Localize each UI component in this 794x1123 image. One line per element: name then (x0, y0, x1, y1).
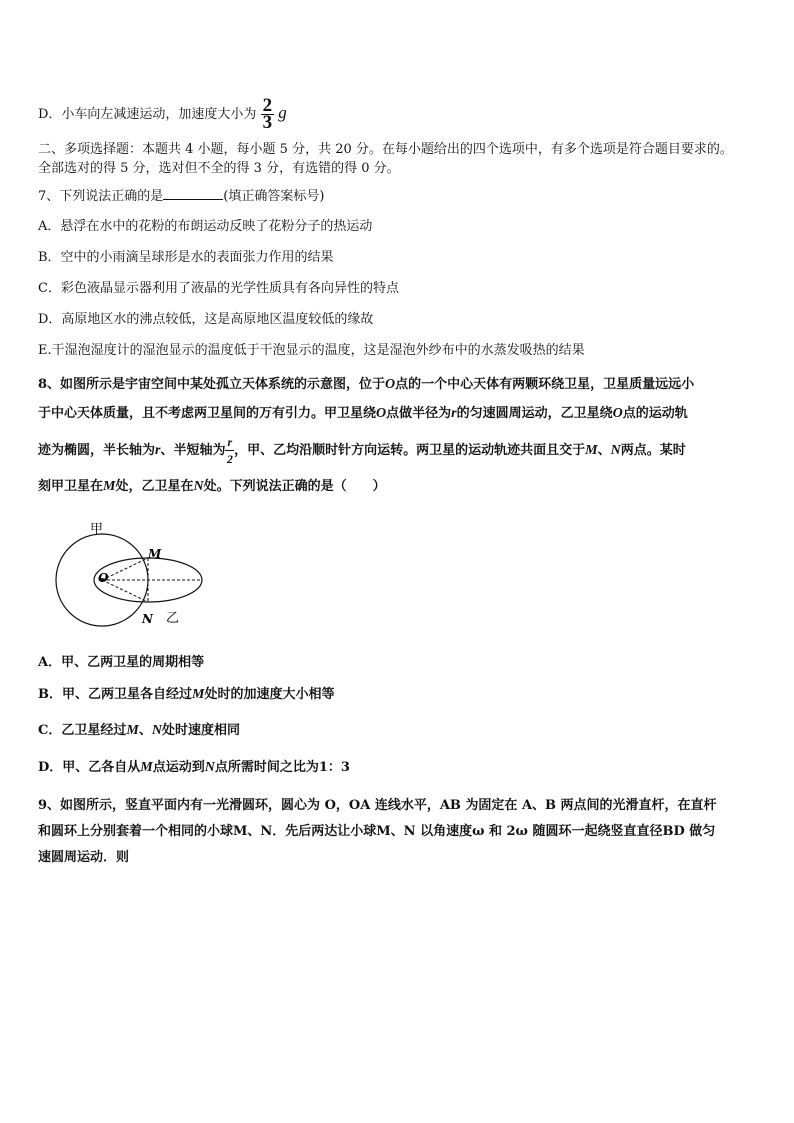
label-o: O (98, 571, 109, 585)
option-text: D．小车向左减速运动，加速度大小为 (38, 107, 257, 122)
q8-stem-line4: 刻甲卫星在M处，乙卫星在N处。下列说法正确的是（ ） (38, 479, 386, 494)
q8-option-d: D．甲、乙各自从M点运动到N点所需时间之比为1：3 (38, 760, 350, 775)
q7-stem: 7、下列说法正确的是 (填正确答案标号) (38, 189, 325, 204)
label-m: M (148, 547, 162, 561)
q7-option-b: B．空中的小雨滴呈球形是水的表面张力作用的结果 (38, 250, 334, 265)
q7-option-c: C．彩色液晶显示器利用了液晶的光学性质具有各向异性的特点 (38, 281, 399, 296)
label-yi: 乙 (166, 611, 180, 626)
q7-option-a: A．悬浮在水中的花粉的布朗运动反映了花粉分子的热运动 (38, 219, 373, 234)
q8-option-c: C．乙卫星经过M、N处时速度相同 (38, 723, 240, 738)
fraction: $\frac{2}{3}$ (262, 95, 273, 133)
q8-stem-line1: 8、如图所示是宇宙空间中某处孤立天体系统的示意图，位于O点的一个中心天体有两颗环绕卫星，卫星质量远远小 (38, 377, 695, 392)
variable-g: g (278, 103, 287, 122)
q7-option-d: D．高原地区水的沸点较低，这是高原地区温度较低的缘故 (38, 312, 374, 327)
q8-option-b: B．甲、乙两卫星各自经过M处时的加速度大小相等 (38, 687, 335, 702)
section-header-line1: 二、多项选择题：本题共 4 小题，每小题 5 分，共 20 分。在每小题给出的四个选项中，有多个选项是符合题目要求的。 (38, 142, 733, 157)
label-n: N (142, 612, 153, 626)
section-header-line2: 全部选对的得 5 分，选对但不全的得 3 分，有选错的得 0 分。 (38, 161, 400, 176)
q9-stem-line2: 和圆环上分别套着一个相同的小球M、N．先后两达让小球M、N 以角速度ω 和 2ω 随圆环一起绕竖直直径BD 做匀 (38, 824, 716, 839)
fraction-r-over-2: $\frac{r}{2}$ (226, 435, 233, 466)
q7-option-e: E.干湿泡湿度计的湿泡显示的温度低于干泡显示的温度，这是湿泡外纱布中的水蒸发吸热的结果 (38, 343, 585, 358)
q8-stem-line3: 迹为椭圆，半长轴为r、半短轴为 $\frac{r}{2}$ ，甲、乙均沿顺时针方向运转。两卫星的运动轨迹共面且交于M、N两点。某时 (38, 435, 686, 466)
q8-stem-line2: 于中心天体质量，且不考虑两卫星间的万有引力。甲卫星绕O点做半径为r的匀速圆周运动，乙卫星绕O点的运动轨 (38, 406, 688, 421)
q6-option-d (38, 95, 758, 133)
q9-stem-line3: 速圆周运动．则 (38, 850, 130, 865)
label-jia: 甲 (90, 522, 104, 537)
orbit-diagram (48, 518, 208, 633)
radius-to-m (102, 558, 148, 580)
answer-blank (163, 187, 223, 200)
radius-to-n (102, 580, 148, 602)
q9-stem-line1: 9、如图所示，竖直平面内有一光滑圆环，圆心为 O，OA 连线水平，AB 为固定在 A、B 两点间的光滑直杆，在直杆 (38, 798, 717, 813)
q8-option-a: A．甲、乙两卫星的周期相等 (38, 655, 205, 670)
